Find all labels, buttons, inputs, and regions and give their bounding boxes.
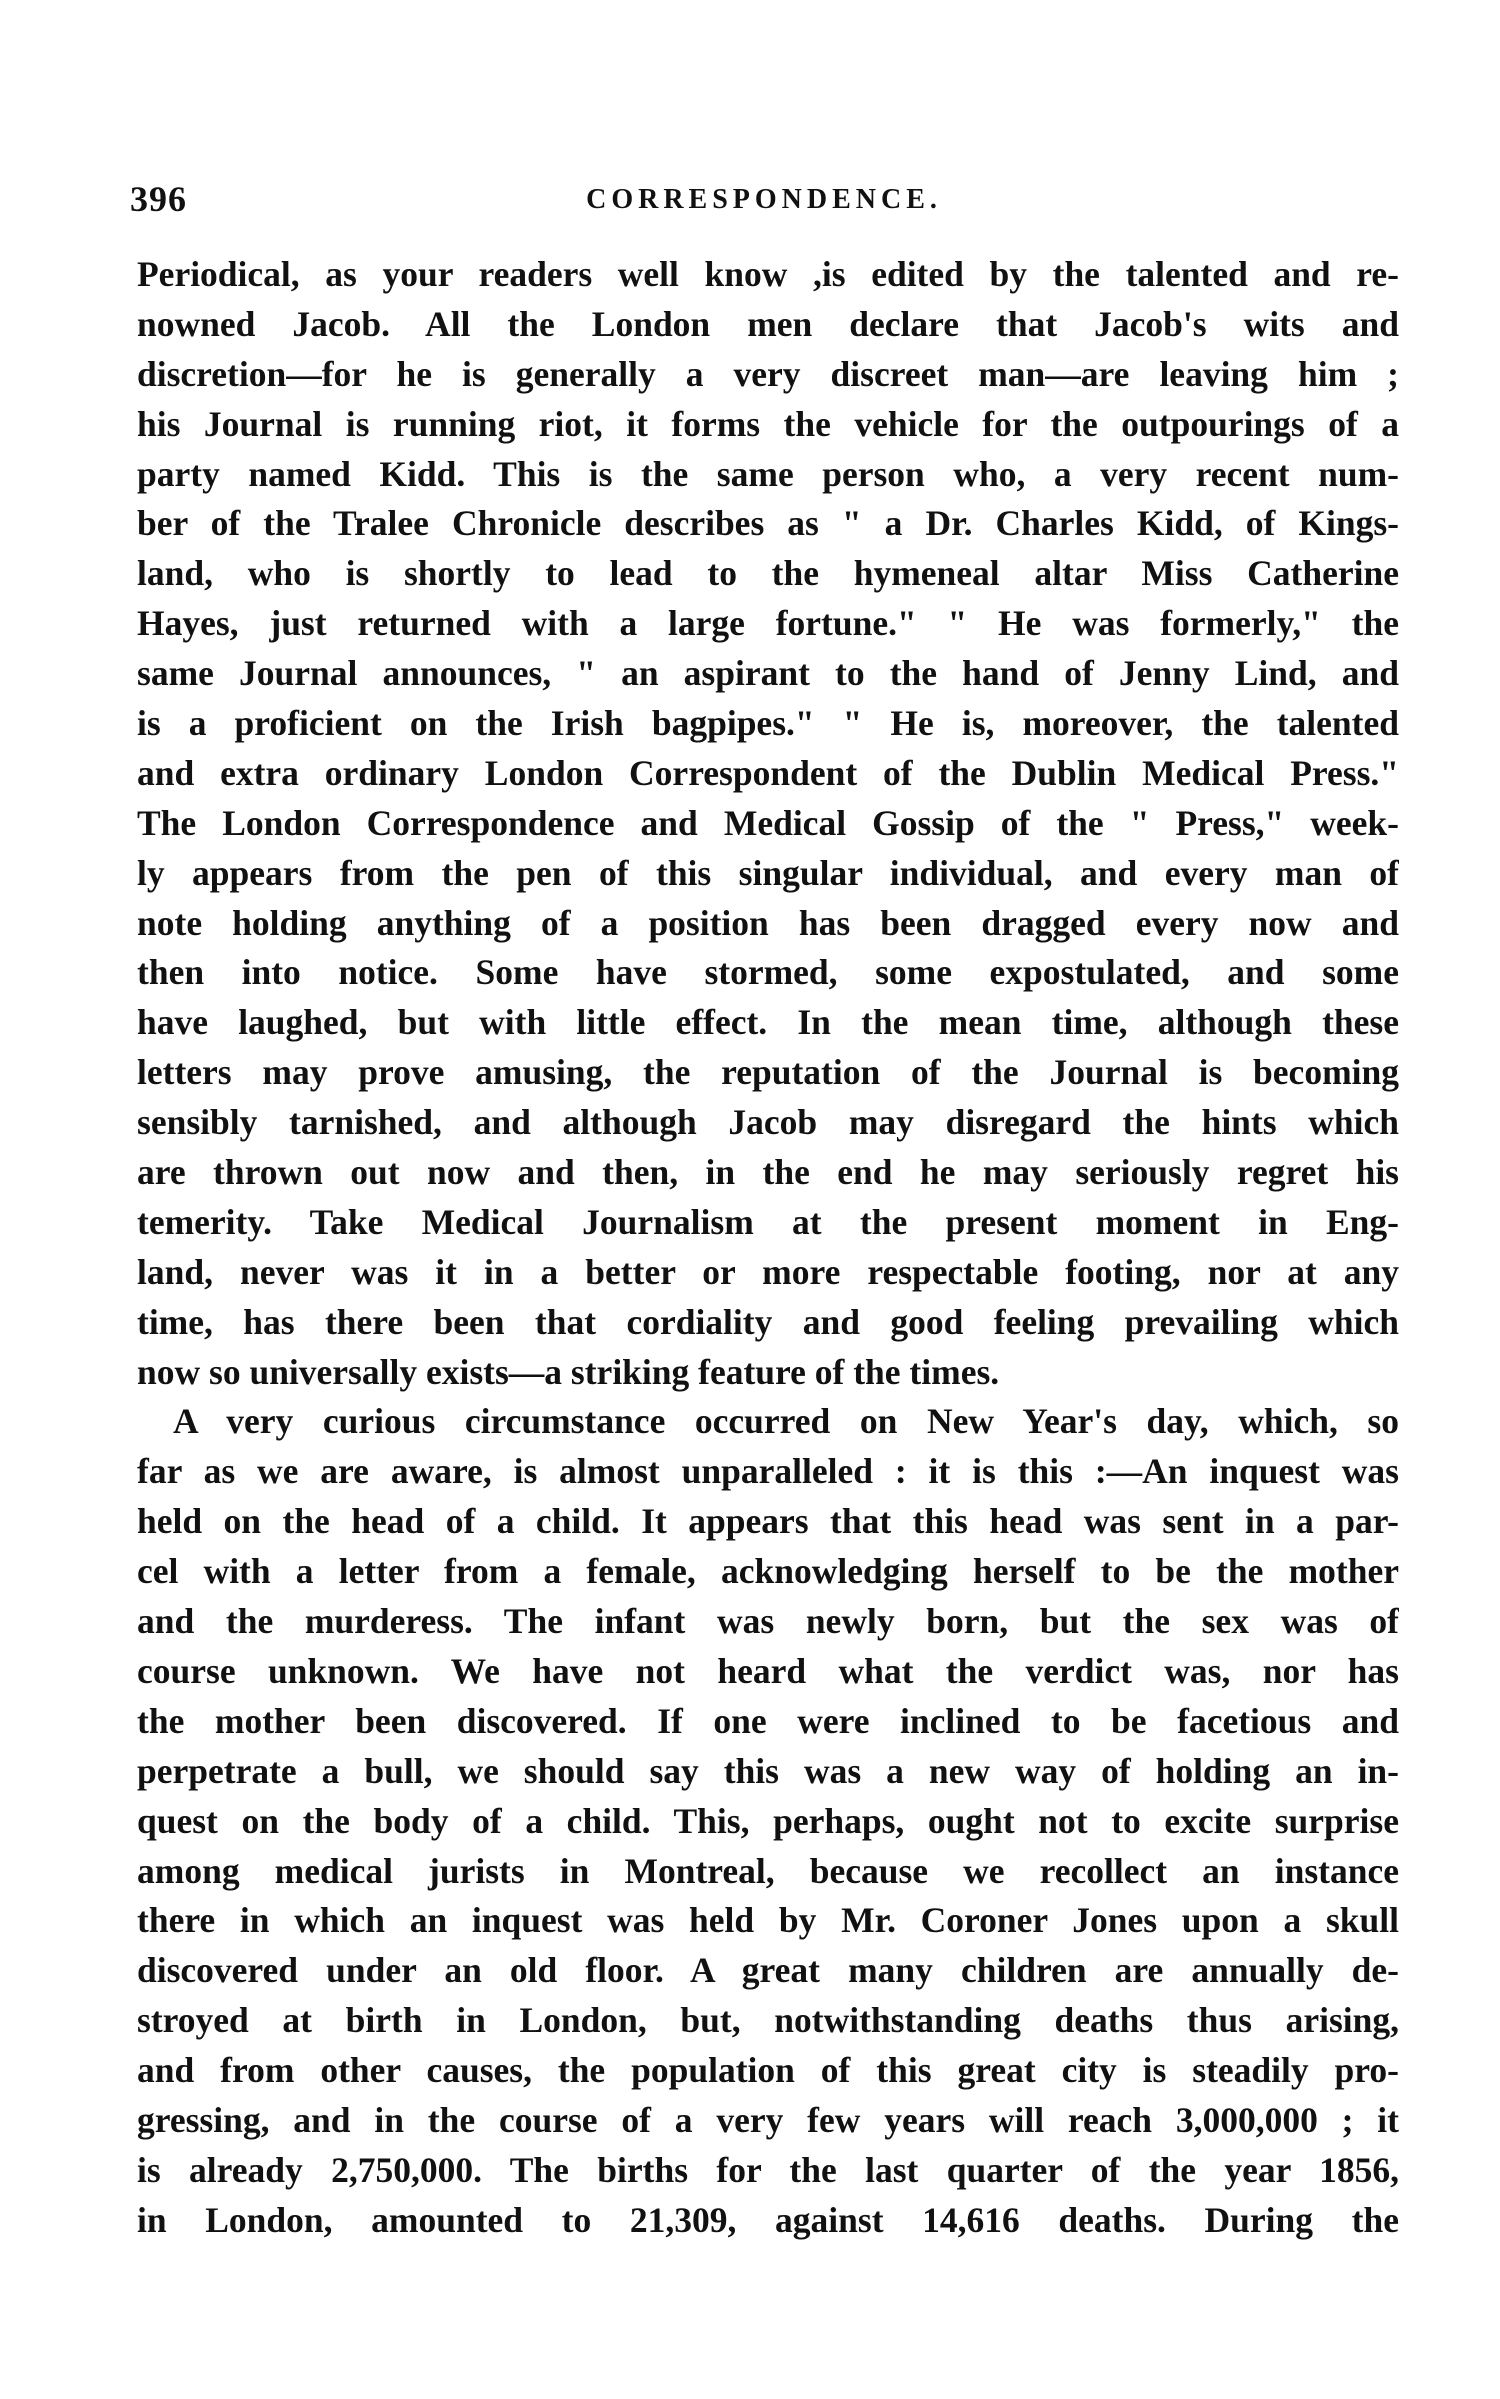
text-line: Periodical, as your readers well know ,is edited by the talented and re- bbox=[137, 254, 1399, 294]
text-line: note holding anything of a position has been dragged every now and bbox=[137, 902, 1399, 943]
text-line: sensibly tarnished, and although Jacob may disregard the hints which bbox=[137, 1102, 1399, 1143]
paragraph-end-line: now so universally exists—a striking feature of the times. bbox=[137, 1351, 1000, 1392]
text-line: Hayes, just returned with a large fortune." " He was formerly," the bbox=[137, 603, 1399, 644]
text-line: is a proficient on the Irish bagpipes." " He is, moreover, the talented bbox=[137, 703, 1399, 744]
text-line: stroyed at birth in London, but, notwithstanding deaths thus arising, bbox=[137, 2000, 1399, 2041]
paragraph-start-line: A very curious circumstance occurred on New Year's day, which, so bbox=[173, 1401, 1399, 1442]
text-line: ly appears from the pen of this singular individual, and every man of bbox=[137, 852, 1399, 893]
text-line: party named Kidd. This is the same person who, a very recent num- bbox=[137, 453, 1399, 494]
text-line: quest on the body of a child. This, perhaps, ought not to excite surprise bbox=[137, 1800, 1399, 1841]
text-line: letters may prove amusing, the reputation of the Journal is becoming bbox=[137, 1052, 1399, 1093]
text-line: there in which an inquest was held by Mr. Coroner Jones upon a skull bbox=[137, 1900, 1399, 1941]
section-title: CORRESPONDENCE. bbox=[586, 184, 942, 215]
text-line: his Journal is running riot, it forms the vehicle for the outpourings of a bbox=[137, 403, 1399, 444]
text-line: land, never was it in a better or more respectable footing, nor at any bbox=[137, 1251, 1399, 1292]
page-number: 396 bbox=[130, 179, 187, 219]
text-line: in London, amounted to 21,309, against 14,616 deaths. During the bbox=[137, 2199, 1399, 2240]
text-line: time, has there been that cordiality and good feeling prevailing which bbox=[137, 1301, 1399, 1342]
text-line: nowned Jacob. All the London men declare that Jacob's wits and bbox=[137, 303, 1399, 344]
text-line: perpetrate a bull, we should say this was a new way of holding an in- bbox=[137, 1750, 1399, 1791]
text-line: among medical jurists in Montreal, because we recollect an instance bbox=[137, 1850, 1399, 1891]
text-line: far as we are aware, is almost unparalleled : it is this :—An inquest was bbox=[137, 1451, 1399, 1492]
text-line: cel with a letter from a female, acknowledging herself to be the mother bbox=[137, 1551, 1399, 1592]
text-line: have laughed, but with little effect. In the mean time, although these bbox=[137, 1002, 1399, 1043]
running-head bbox=[130, 178, 1398, 228]
text-line: land, who is shortly to lead to the hymeneal altar Miss Catherine bbox=[137, 553, 1399, 594]
body-text bbox=[137, 250, 1399, 2246]
text-line: ber of the Tralee Chronicle describes as " a Dr. Charles Kidd, of Kings- bbox=[137, 503, 1399, 544]
text-line: same Journal announces, " an aspirant to the hand of Jenny Lind, and bbox=[137, 653, 1399, 694]
text-line: are thrown out now and then, in the end he may seriously regret his bbox=[137, 1152, 1399, 1193]
text-line: then into notice. Some have stormed, some expostulated, and some bbox=[137, 952, 1399, 993]
text-line: held on the head of a child. It appears that this head was sent in a par- bbox=[137, 1501, 1399, 1542]
text-line: the mother been discovered. If one were inclined to be facetious and bbox=[137, 1700, 1399, 1741]
text-line: and from other causes, the population of this great city is steadily pro- bbox=[137, 2050, 1399, 2091]
text-line: temerity. Take Medical Journalism at the present moment in Eng- bbox=[137, 1201, 1399, 1242]
text-line: and extra ordinary London Correspondent of the Dublin Medical Press." bbox=[137, 752, 1399, 793]
text-line: discovered under an old floor. A great many children are annually de- bbox=[137, 1950, 1399, 1991]
text-line: is already 2,750,000. The births for the last quarter of the year 1856, bbox=[137, 2149, 1399, 2190]
text-line: course unknown. We have not heard what the verdict was, nor has bbox=[137, 1650, 1399, 1691]
text-line: The London Correspondence and Medical Gossip of the " Press," week- bbox=[137, 802, 1399, 843]
text-line: gressing, and in the course of a very few years will reach 3,000,000 ; it bbox=[137, 2099, 1399, 2140]
text-line: discretion—for he is generally a very discreet man—are leaving him ; bbox=[137, 353, 1399, 394]
text-line: and the murderess. The infant was newly born, but the sex was of bbox=[137, 1601, 1399, 1642]
